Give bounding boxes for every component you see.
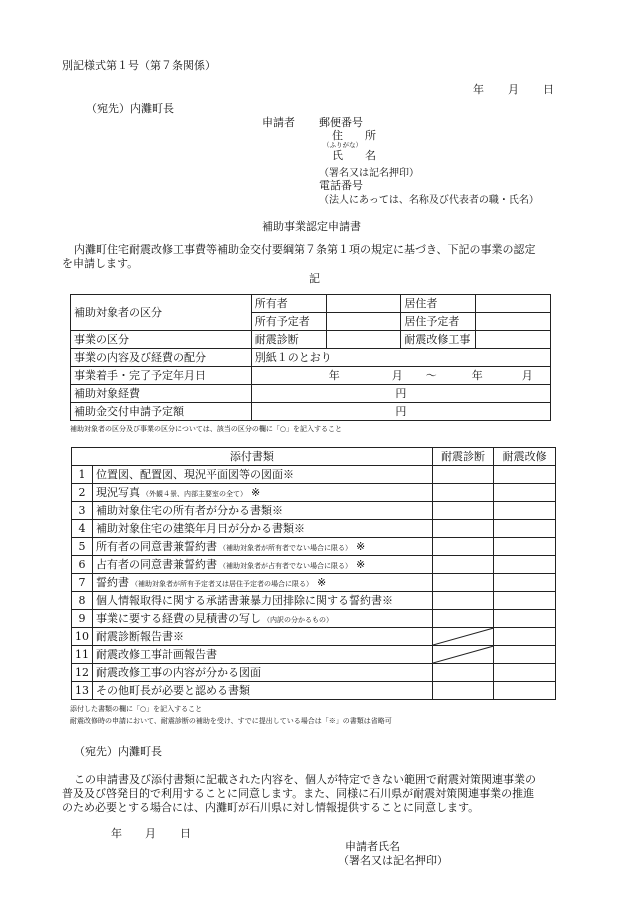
intro-line-2: を申請します。 [62,257,139,270]
corporate-note: （法人にあっては、名称及び代表者の職・氏名） [319,195,539,206]
content-cost-label: 事業の内容及び経費の配分 [71,349,252,367]
bottom-signature-note: （署名又は記名押印） [338,854,448,867]
attachment-row [72,682,556,700]
attachment-name [93,592,433,610]
diagnosis-attached-checkbox[interactable] [432,538,494,556]
note-omission: 耐震改修時の申請において、耐震診断の補助を受け、すでに提出している場合は「※」の書類は省略可 [70,717,392,725]
attachment-number: 11 [72,646,93,664]
subsidy-amount-label: 補助金交付申請予定額 [71,403,252,421]
date-day: 日 [543,83,554,96]
owner-checkbox[interactable] [326,295,401,313]
retrofit-attached-checkbox[interactable] [494,610,556,628]
retrofit-attached-checkbox[interactable] [494,646,556,664]
retrofit-attached-checkbox[interactable] [494,466,556,484]
attachment-number: 7 [72,574,93,592]
attachment-number: 10 [72,628,93,646]
attachment-omissible-mark: ※ [317,576,327,589]
attachment-row [72,466,556,484]
diagnosis-checkbox[interactable] [326,331,401,349]
project-category-label: 事業の区分 [71,331,252,349]
date-month: 月 [508,83,519,96]
attachment-number: 12 [72,664,93,682]
diagnosis-attached-checkbox[interactable] [432,484,494,502]
application-table [70,294,551,421]
attachment-row [72,556,556,574]
attachment-row [72,538,556,556]
attachment-title: 所有者の同意書兼誓約書 [96,540,217,553]
resident-checkbox[interactable] [476,295,551,313]
attachment-omissible-mark: ※ [356,558,366,571]
diagnosis-attached-checkbox[interactable] [432,502,494,520]
attachment-condition: （補助対象者が所有者でない場合に限る） [219,544,352,552]
diagnosis-attached-checkbox[interactable] [432,520,494,538]
schedule-year-1: 年 [328,369,340,382]
diagnosis-attached-checkbox[interactable] [432,592,494,610]
diagnosis-attached-checkbox[interactable] [432,610,494,628]
retrofit-attached-checkbox[interactable] [494,502,556,520]
attachment-row [72,484,556,502]
attachment-row [72,646,556,664]
schedule-month-2: 月 [521,369,533,382]
attachment-row [72,610,556,628]
applicant-label: 申請者 [262,116,295,129]
attachment-title: その他町長が必要と認める書類 [96,684,250,697]
attachment-name [93,538,433,556]
addressee-2: （宛先）内灘町長 [74,745,162,758]
attachment-name [93,502,433,520]
attachment-title: 耐震診断報告書※ [96,630,184,643]
attachment-name [93,664,433,682]
attachment-name [93,646,433,664]
attachment-condition: （補助対象者が占有者でない場合に限る） [219,562,352,570]
prospective-resident-checkbox[interactable] [476,313,551,331]
attachment-title: 耐震改修工事の内容が分かる図面 [96,666,261,679]
attachment-omissible-mark: ※ [251,486,261,499]
attachment-number: 6 [72,556,93,574]
diagnosis-column-header: 耐震診断 [432,448,494,466]
phone-label: 電話番号 [319,179,363,192]
postal-label: 郵便番号 [319,116,363,129]
retrofit-attached-checkbox[interactable] [494,520,556,538]
address-label: 住 所 [332,129,376,142]
retrofit-attached-checkbox[interactable] [494,556,556,574]
name-label: 氏 名 [332,149,376,162]
retrofit-attached-checkbox[interactable] [494,574,556,592]
attachment-name [93,574,433,592]
attachment-row [72,664,556,682]
diagnosis-attached-checkbox[interactable] [432,664,494,682]
consent-line-3: のため必要とする場合には、内灘町が石川県に対し情報提供することに同意します。 [62,801,480,814]
attachments-header: 添付書類 [72,448,433,466]
owner-label: 所有者 [251,295,326,313]
content-cost-value: 別紙１のとおり [251,349,550,367]
subsidy-amount-field[interactable] [251,403,550,421]
diagnosis-attached-checkbox[interactable] [432,556,494,574]
eligible-cost-label: 補助対象経費 [71,385,252,403]
attachment-row [72,520,556,538]
retrofit-attached-checkbox[interactable] [494,592,556,610]
not-applicable-slash [433,646,494,663]
subsidy-amount-unit: 円 [395,405,407,418]
addressee: （宛先）内灘町長 [86,102,174,115]
ki-heading: 記 [309,272,320,285]
attachment-title: 補助対象住宅の建築年月日が分かる書類※ [96,522,305,535]
attachment-omissible-mark: ※ [356,540,366,553]
attachment-title: 位置図、配置図、現況平面図等の図面※ [96,468,294,481]
diagnosis-attached-checkbox[interactable] [432,574,494,592]
not-applicable-slash [433,628,494,645]
bottom-applicant-name: 申請者氏名 [345,840,400,853]
document-title: 補助事業認定申請書 [262,220,361,233]
retrofit-attached-checkbox[interactable] [494,664,556,682]
consent-line-2: 普及及び啓発目的で利用することに同意します。また、同様に石川県が耐震対策関連事業の推進 [62,787,535,800]
schedule-month-1: 月 [391,369,403,382]
intro-line-1: 内灘町住宅耐震改修工事費等補助金交付要綱第７条第１項の規定に基づき、下記の事業の認定 [74,243,536,256]
diagnosis-attached-checkbox[interactable] [432,682,494,700]
attachment-name [93,520,433,538]
eligible-cost-unit: 円 [395,387,407,400]
attachment-number: 3 [72,502,93,520]
schedule-field[interactable] [251,367,550,385]
bottom-date-year: 年 [111,827,122,840]
schedule-year-2: 年 [471,369,483,382]
attachment-name [93,466,433,484]
retrofit-attached-checkbox[interactable] [494,484,556,502]
attachment-title: 現況写真 [96,486,140,499]
prospective-owner-checkbox[interactable] [326,313,401,331]
attachment-title: 補助対象住宅の所有者が分かる書類※ [96,504,283,517]
diagnosis-label: 耐震診断 [251,331,326,349]
bottom-date-day: 日 [180,827,191,840]
attachment-name [93,628,433,646]
attachment-row [72,502,556,520]
attachment-title: 誓約書 [96,576,129,589]
furigana-label: （ふりがな） [323,141,362,149]
attachment-name [93,682,433,700]
attachment-title: 個人情報取得に関する承諾書兼暴力団排除に関する誓約書※ [96,594,393,607]
signature-note: （署名又は記名押印） [319,168,419,179]
note-category: 補助対象者の区分及び事業の区分については、該当の区分の欄に「○」を記入すること [70,425,342,433]
prospective-owner-label: 所有予定者 [251,313,326,331]
consent-line-1: この申請書及び添付書類に記載された内容を、個人が特定できない範囲で耐震対策関連事業の [74,773,536,786]
retrofit-attached-checkbox[interactable] [494,682,556,700]
subject-category-label: 補助対象者の区分 [71,295,252,331]
retrofit-checkbox[interactable] [476,331,551,349]
attachment-row [72,574,556,592]
attachment-title: 耐震改修工事計画報告書 [96,648,217,661]
attachment-number: 2 [72,484,93,502]
retrofit-attached-checkbox[interactable] [494,628,556,646]
diagnosis-attached-checkbox [432,628,494,646]
form-number: 別記様式第１号（第７条関係） [62,59,216,72]
diagnosis-attached-checkbox [432,646,494,664]
retrofit-label: 耐震改修工事 [401,331,476,349]
retrofit-attached-checkbox[interactable] [494,538,556,556]
attachment-title: 事業に要する経費の見積書の写し [96,612,261,625]
attachment-row [72,628,556,646]
note-attached: 添付した書類の欄に「○」を記入すること [70,705,203,713]
eligible-cost-field[interactable] [251,385,550,403]
attachment-number: 9 [72,610,93,628]
attachment-number: 1 [72,466,93,484]
attachment-number: 4 [72,520,93,538]
attachment-number: 5 [72,538,93,556]
attachment-condition: （内訳の分かるもの） [263,616,333,624]
attachment-condition: （外観４景、内部主要室の全て） [142,490,247,498]
attachment-condition: （補助対象者が所有予定者又は居住予定者の場合に限る） [131,580,313,588]
attachment-number: 13 [72,682,93,700]
attachment-number: 8 [72,592,93,610]
date-year: 年 [473,83,484,96]
bottom-date-month: 月 [145,827,156,840]
attachment-title: 占有者の同意書兼誓約書 [96,558,217,571]
attachment-name [93,484,433,502]
prospective-resident-label: 居住予定者 [401,313,476,331]
resident-label: 居住者 [401,295,476,313]
schedule-tilde: ～ [425,369,437,382]
attachment-name [93,610,433,628]
attachment-row [72,592,556,610]
attachments-table [71,447,556,700]
schedule-label: 事業着手・完了予定年月日 [71,367,252,385]
attachment-name [93,556,433,574]
retrofit-column-header: 耐震改修 [494,448,556,466]
diagnosis-attached-checkbox[interactable] [432,466,494,484]
